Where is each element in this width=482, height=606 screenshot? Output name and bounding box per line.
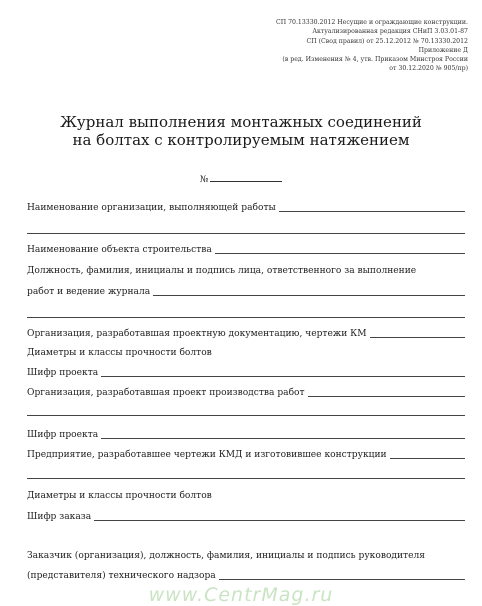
journal-number <box>0 172 482 186</box>
blank-line <box>27 233 465 234</box>
regulation-reference <box>168 18 468 74</box>
site-watermark: www.CentrMag.ru <box>148 584 334 606</box>
field-bolt-diameters-2 <box>27 490 465 502</box>
field-project-code-2 <box>27 429 465 441</box>
document-title <box>0 113 482 149</box>
field-label: Шифр проекта <box>27 368 99 378</box>
field-label: Наименование организации, выполняющей работы <box>27 203 276 213</box>
field-label: Должность, фамилия, инициалы и подпись лица, ответственного за выполнение <box>27 266 417 276</box>
field-responsible-person-cont <box>27 286 465 298</box>
number-blank <box>210 172 282 182</box>
fill-line <box>308 387 465 397</box>
blank-line <box>27 415 465 416</box>
field-label: Заказчик (организация), должность, фамилия, инициалы и подпись руководителя <box>27 551 426 561</box>
field-label: Предприятие, разработавшее чертежи КМД и изготовившее конструкции <box>27 450 387 460</box>
field-label: (представителя) технического надзора <box>27 571 216 581</box>
field-label: Шифр проекта <box>27 430 99 440</box>
field-label: Организация, разработавшая проект производства работ <box>27 388 305 398</box>
field-customer-supervisor <box>27 550 465 562</box>
field-design-org <box>27 328 465 340</box>
regulation-line: СП (Свод правил) от 25.12.2012 № 70.13330.2012 <box>306 37 468 45</box>
field-responsible-person <box>27 265 465 277</box>
field-label: Диаметры и классы прочности болтов <box>27 491 212 501</box>
field-label: Наименование объекта строительства <box>27 245 212 255</box>
fill-line <box>215 244 465 254</box>
field-work-plan-org <box>27 387 465 399</box>
title-line-1: Журнал выполнения монтажных соединений <box>60 113 422 131</box>
field-label: работ и ведение журнала <box>27 287 151 297</box>
fill-line <box>370 328 465 338</box>
field-customer-supervisor-cont <box>27 570 465 582</box>
field-bolt-diameters <box>27 347 465 359</box>
field-order-code <box>27 511 465 523</box>
fill-line <box>279 202 465 212</box>
blank-line <box>27 478 465 479</box>
regulation-line: (в ред. Изменения № 4, утв. Приказом Минстроя России <box>282 56 468 64</box>
number-label: № <box>199 175 209 185</box>
fill-line <box>94 511 465 521</box>
regulation-line: СП 70.13330.2012 Несущие и ограждающие конструкции. <box>275 19 468 26</box>
regulation-line: от 30.12.2020 № 905/пр) <box>389 65 468 73</box>
regulation-line: Актуализированная редакция СНиП 3.03.01-87 <box>312 28 468 36</box>
field-project-code <box>27 367 465 379</box>
field-construction-object <box>27 244 465 256</box>
blank-line <box>27 317 465 318</box>
field-kmd-manufacturer <box>27 449 465 461</box>
field-label: Шифр заказа <box>27 512 92 522</box>
field-label: Организация, разработавшая проектную документацию, чертежи КМ <box>27 329 367 339</box>
fill-line <box>390 449 465 459</box>
regulation-line: Приложение Д <box>418 46 468 54</box>
field-label: Диаметры и классы прочности болтов <box>27 348 212 358</box>
fill-line <box>153 286 465 296</box>
fill-line <box>101 367 465 377</box>
title-line-2: на болтах с контролируемым натяжением <box>72 131 410 149</box>
fill-line <box>101 429 465 439</box>
field-contractor-org <box>27 202 465 214</box>
fill-line <box>219 570 465 580</box>
